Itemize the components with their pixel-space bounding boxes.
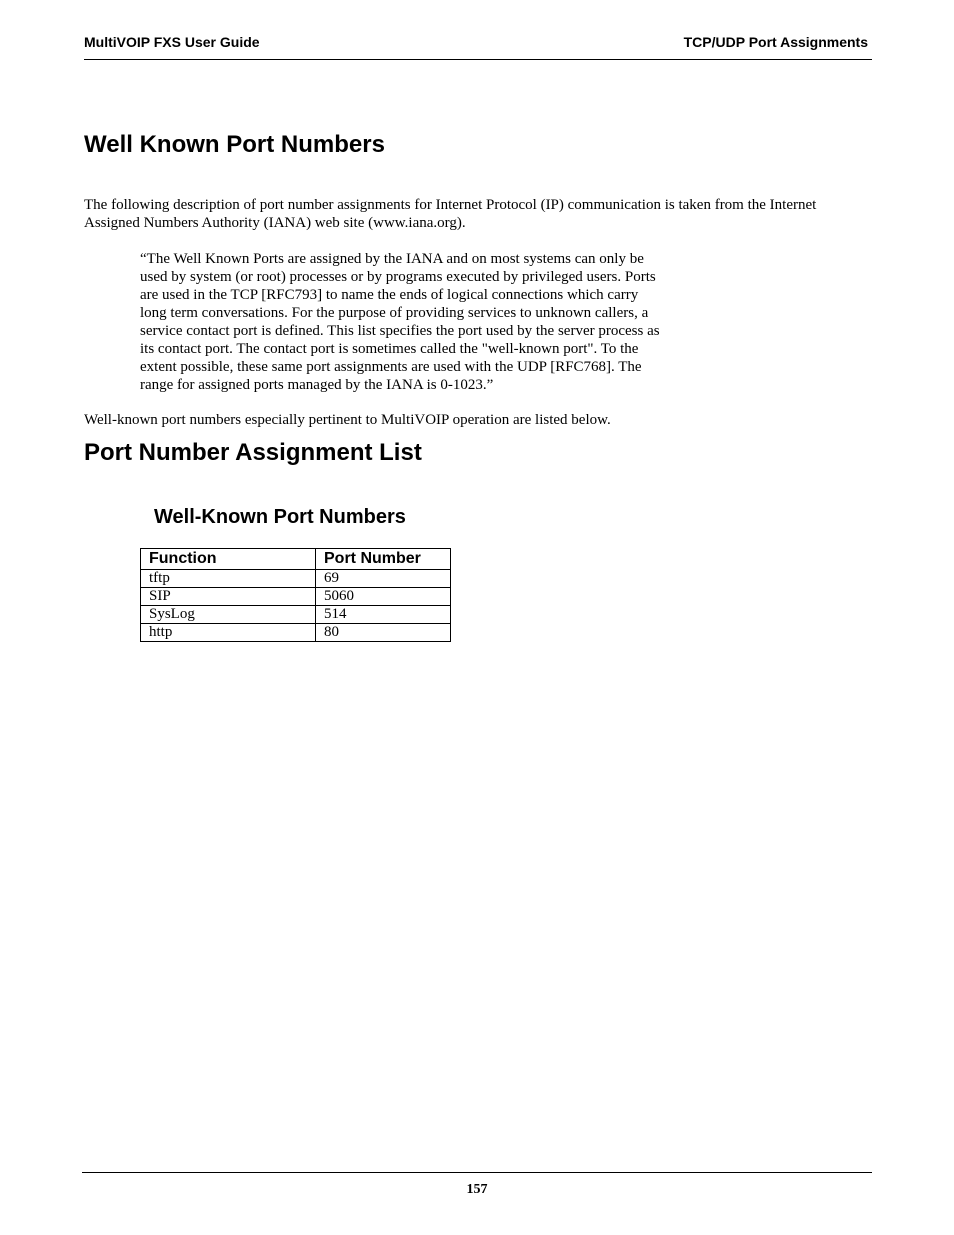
port-number-cell: 5060 [316, 588, 451, 606]
port-number-cell: 514 [316, 606, 451, 624]
port-number-cell: 80 [316, 624, 451, 642]
table-row [141, 570, 451, 588]
port-number-cell: 69 [316, 570, 451, 588]
header-document-title: MultiVOIP FXS User Guide [84, 34, 260, 50]
function-cell: http [141, 624, 316, 642]
header-chapter-title: TCP/UDP Port Assignments [683, 34, 868, 50]
function-cell: SIP [141, 588, 316, 606]
function-cell: SysLog [141, 606, 316, 624]
page-header [84, 33, 872, 60]
column-header-port-number: Port Number [316, 549, 451, 570]
port-numbers-table [140, 548, 451, 642]
section-heading-well-known-port-numbers: Well Known Port Numbers [84, 131, 385, 158]
section-heading-port-number-assignment-list: Port Number Assignment List [84, 439, 422, 466]
iana-quote: “The Well Known Ports are assigned by the IANA and on most systems can only be used by system (or root) processes or by programs executed by privileged users. Ports are used in the TCP [RFC793] to name the ends of logical connections which carry long term conversations. For the purpose of providing services to unknown callers, a service contact port is defined. This list specifies the port used by the server process as its contact port. The contact port is sometimes called the "well-known port". To the extent possible, these same port assignments are used with the UDP [RFC768]. The range for assigned ports managed by the IANA is 0-1023.” [140, 251, 660, 393]
table-header-row [141, 549, 451, 570]
table-row [141, 588, 451, 606]
intro-paragraph: The following description of port number assignments for Internet Protocol (IP) communication is taken from the Internet Assigned Numbers Authority (IANA) web site (www.iana.org). [84, 197, 817, 231]
table-row [141, 606, 451, 624]
function-cell: tftp [141, 570, 316, 588]
page-number: 157 [466, 1182, 488, 1197]
column-header-function: Function [141, 549, 316, 570]
table-row [141, 624, 451, 642]
footer-divider [82, 1172, 872, 1173]
table-title: Well-Known Port Numbers [154, 506, 406, 528]
pertinent-ports-paragraph: Well-known port numbers especially pertinent to MultiVOIP operation are listed below. [84, 412, 611, 428]
